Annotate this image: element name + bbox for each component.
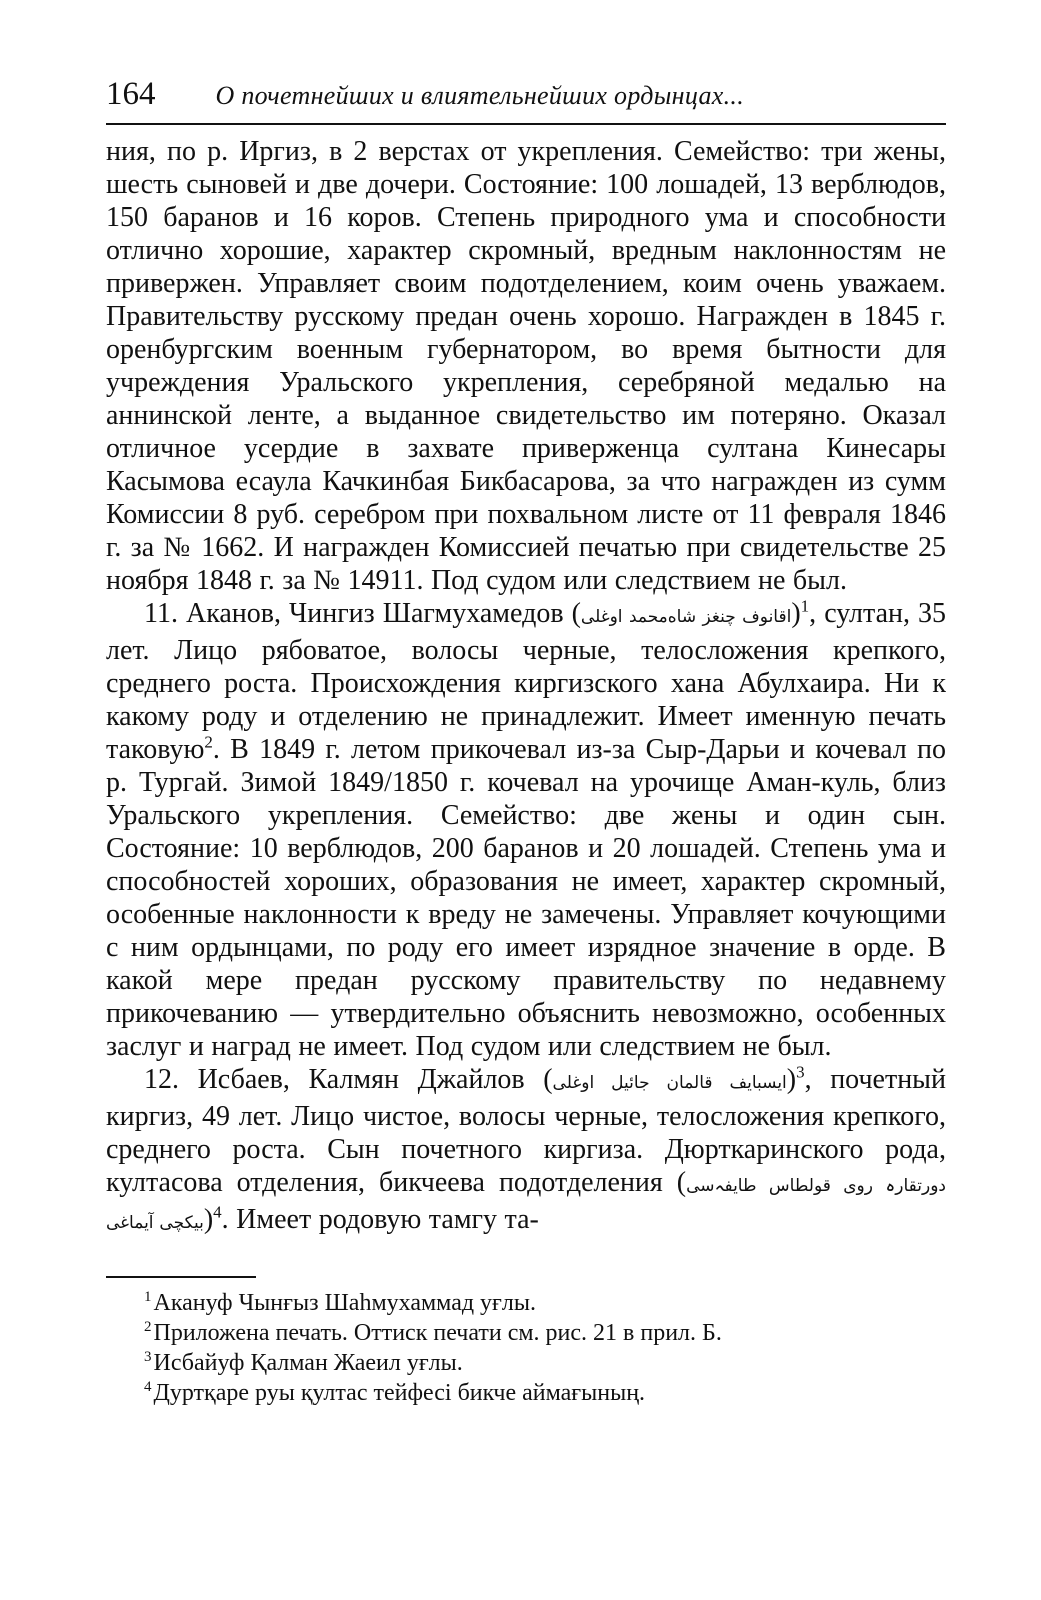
footnote-ref-4: 4 <box>213 1202 222 1222</box>
footnote-text: Дуртқаре руы қултас тейфесі бикче аймағының. <box>153 1380 646 1406</box>
paragraph-entry-12 <box>106 1063 946 1240</box>
footnote-number: 1 <box>144 1289 152 1305</box>
footnote-text: Приложена печать. Оттиск печати см. рис. 21 в прил. Б. <box>153 1320 722 1346</box>
entry-12-arabic-clan: دورتقارہ روی قولطاس طایفہ‌سی بیکچی آیماغی <box>106 1176 946 1233</box>
page-number: 164 <box>106 76 156 112</box>
footnote-ref-2: 2 <box>204 732 213 752</box>
entry-12-text-b: . Имеет родовую тамгу та- <box>221 1204 539 1235</box>
footnote-number: 2 <box>144 1319 152 1335</box>
footnote-2 <box>106 1318 946 1348</box>
header-rule <box>106 123 946 125</box>
entry-12-paren-close: ) <box>786 1064 797 1095</box>
footnotes <box>106 1288 946 1408</box>
entry-11-paren-close: ) <box>791 598 801 629</box>
page-header <box>106 76 946 120</box>
book-page <box>106 76 946 1408</box>
footnote-ref-1: 1 <box>800 596 810 616</box>
entry-11-arabic-name: اقانوف چنغز شاه‌محمد اوغلی <box>580 607 792 627</box>
entry-12-paren-close-2: ) <box>203 1204 214 1235</box>
paragraph-entry-11 <box>106 597 946 1063</box>
paragraph-continuation: ния, по р. Иргиз, в 2 верстах от укрепления. Семейство: три жены, шесть сыновей и две дочери. Состояние: 100 лошадей, 13 верблюдов, 150 баранов и 16 коров. Степень природного ума и способности отлично хорошие, характер скромный, вредным наклонностям не привержен. Управляет своим подотделением, коим очень уважаем. Правительству русскому предан очень хорошо. Награжден в 1845 г. оренбургским военным губернатором, во время бытности для учреждения Уральского укрепления, серебряной медалью на аннинской ленте, а выданное свидетельство им потеряно. Оказал отличное усердие в захвате приверженца султана Кинесары Касымова есаула Качкинбая Бикбасарова, за что награжден из сумм Комиссии 8 руб. серебром при похвальном листе от 11 февраля 1846 г. за № 1662. И награжден Комиссией печатью при свидетельстве 25 ноября 1848 г. за № 14911. Под судом или следствием не был. <box>106 136 946 596</box>
entry-11-lead: 11. Аканов, Чингиз Шагмухамедов ( <box>144 598 581 629</box>
footnote-3 <box>106 1348 946 1378</box>
footnote-text: Исбайуф Қалман Жаеил уғлы. <box>153 1350 463 1376</box>
footnote-rule <box>106 1276 256 1278</box>
entry-12-text-a: , почетный киргиз, 49 лет. Лицо чистое, волосы черные, телосложения крепкого, среднего роста. Сын почетного киргиза. Дюрткаринского рода, култасова отделения, бикчеева подотделения ( <box>106 1064 946 1198</box>
footnote-number: 4 <box>144 1379 152 1395</box>
running-title: О почетнейших и влиятельнейших ордынцах... <box>215 81 745 110</box>
footnote-text: Акануф Чынғыз Шаһмухаммад уғлы. <box>153 1290 536 1316</box>
footnote-ref-3: 3 <box>796 1062 805 1082</box>
entry-11-text-b: . В 1849 г. летом прикочевал из-за Сыр-Дарьи и кочевал по р. Тургай. Зимой 1849/1850 г. кочевал на урочище Аман-куль, близ Уральского укрепления. Семейство: две жены и один сын. Состояние: 10 верблюдов, 200 баранов и 20 лошадей. Степень ума и способностей хороших, образования не имеет, характер скромный, особенные наклонности к вреду не замечены. Управляет кочующими с ним ордынцами, по роду его имеет изрядное значение в орде. В какой мере предан русскому правительству по недавнему прикочеванию — утвердительно объяснить невозможно, особенных заслуг и наград не имеет. Под судом или следствием не был. <box>106 734 946 1062</box>
footnote-1 <box>106 1288 946 1318</box>
footnote-4 <box>106 1378 946 1408</box>
entry-12-lead: 12. Исбаев, Калмян Джайлов ( <box>144 1064 553 1095</box>
footnote-number: 3 <box>144 1349 152 1365</box>
entry-11-text-a: , султан, 35 лет. Лицо рябоватое, волосы черные, телосложения крепкого, среднего роста. Происхождения киргизского хана Абулхаира. Ни к какому роду и отделению не принадлежит. Имеет именную печать таковую <box>106 598 946 765</box>
entry-12-arabic-name: ایسبایف قالمان جائیل اوغلی <box>552 1073 787 1093</box>
main-text <box>106 135 946 1240</box>
